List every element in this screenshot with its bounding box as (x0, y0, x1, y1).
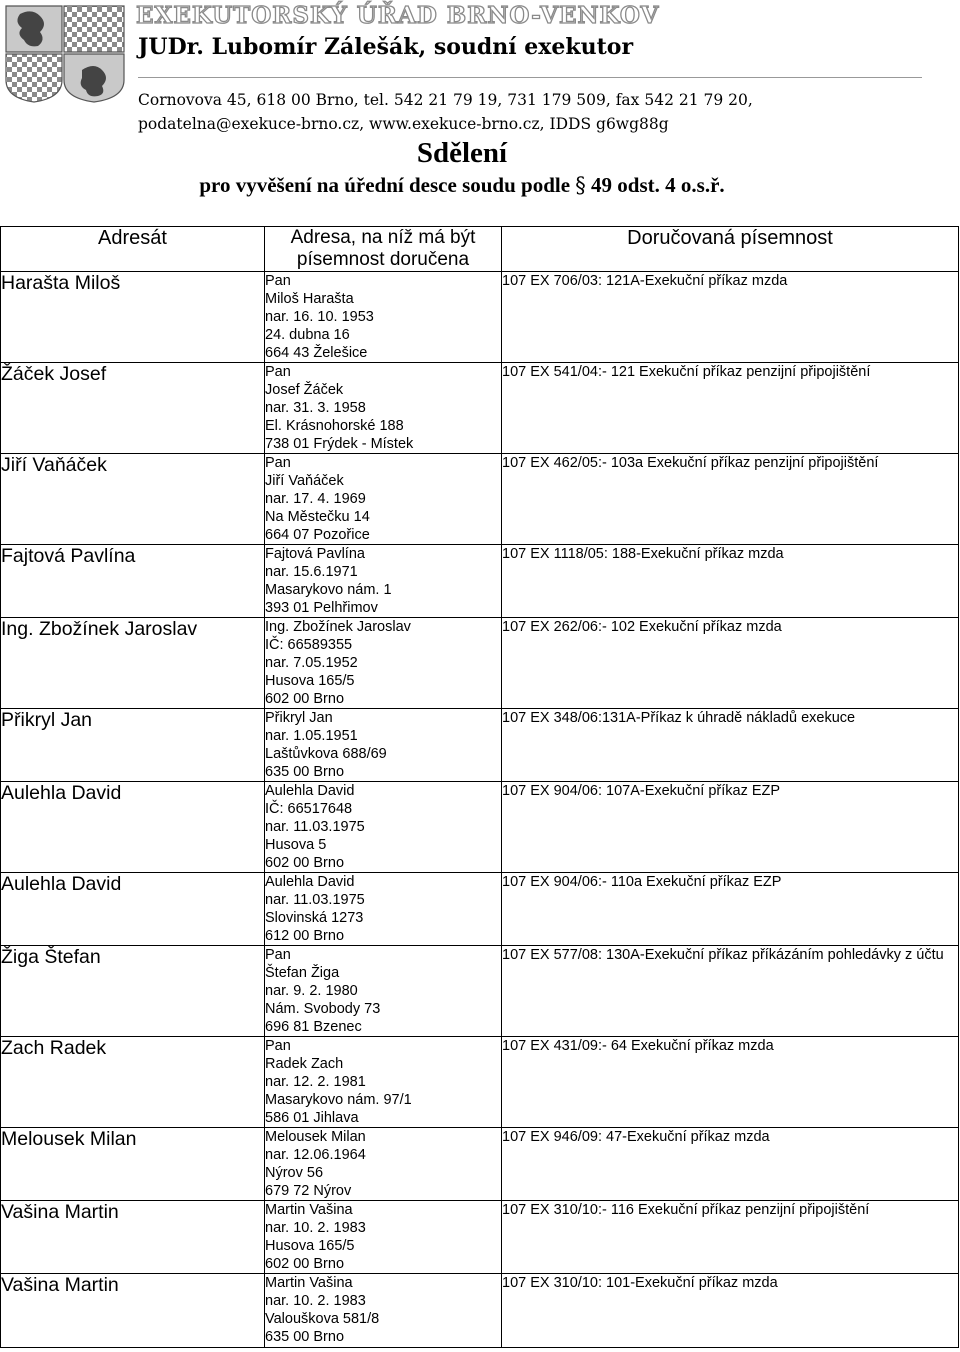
address-line: Pan (265, 1038, 291, 1054)
executor-name: JUDr. Lubomír Zálešák, soudní exekutor (138, 34, 634, 60)
address-line: Přikryl Jan (265, 710, 333, 726)
address-line: Aulehla David (265, 783, 355, 799)
address-line: 738 01 Frýdek - Místek (265, 436, 414, 452)
table-row (1, 1201, 959, 1274)
document-cell (502, 782, 959, 873)
address-cell (265, 1037, 502, 1128)
address-cell (265, 454, 502, 545)
addressee-cell: Aulehla David (1, 782, 265, 873)
table-row (1, 545, 959, 618)
document-reference: 107 EX 706/03: 121A-Exekuční příkaz mzda (502, 273, 788, 289)
document-title: Sdělení (416, 137, 508, 169)
address-line: Martin Vašina (265, 1202, 353, 1218)
document-cell (502, 272, 959, 363)
address-line: Martin Vašina (265, 1275, 353, 1291)
document-cell (502, 363, 959, 454)
document-reference: 107 EX 946/09: 47-Exekuční příkaz mzda (502, 1129, 770, 1145)
address-line: 664 43 Želešice (265, 345, 368, 361)
table-row (1, 873, 959, 946)
address-line: 664 07 Pozořice (265, 527, 370, 543)
addressee-cell: Ing. Zbožínek Jaroslav (1, 618, 265, 709)
address-line: nar. 31. 3. 1958 (265, 400, 366, 416)
address-line: 393 01 Pelhřimov (265, 600, 378, 616)
column-header-address: Adresa, na níž má být písemnost doručena (265, 227, 502, 272)
document-reference: 107 EX 462/05:- 103a Exekuční příkaz penzijní připojištění (502, 455, 879, 471)
address-line: nar. 12. 2. 1981 (265, 1074, 366, 1090)
address-line: 586 01 Jihlava (265, 1110, 359, 1126)
column-header-addressee: Adresát (1, 227, 265, 272)
contact-line: podatelna@exekuce-brno.cz, www.exekuce-brno.cz, IDDS g6wg88g (138, 115, 669, 133)
address-cell (265, 363, 502, 454)
address-line: 679 72 Nýrov (265, 1183, 352, 1199)
document-cell (502, 1037, 959, 1128)
address-line: nar. 11.03.1975 (265, 819, 365, 835)
address-line: nar. 12.06.1964 (265, 1147, 366, 1163)
table-row (1, 709, 959, 782)
addressee-cell: Harašta Miloš (1, 272, 265, 363)
address-line: nar. 7.05.1952 (265, 655, 358, 671)
document-cell (502, 545, 959, 618)
table-row (1, 946, 959, 1037)
document-reference: 107 EX 577/08: 130A-Exekuční příkaz příkázáním pohledávky z účtu (502, 947, 944, 963)
address-line: Jiří Vaňáček (265, 473, 344, 489)
header-divider (138, 77, 922, 78)
table-row (1, 272, 959, 363)
table-row (1, 454, 959, 545)
office-name: EXEKUTORSKÝ ÚŘAD BRNO-VENKOV (136, 2, 660, 29)
document-reference: 107 EX 348/06:131A-Příkaz k úhradě nákladů exekuce (502, 710, 856, 726)
document-cell (502, 873, 959, 946)
address-line: Masarykovo nám. 97/1 (265, 1092, 412, 1108)
address-line: nar. 9. 2. 1980 (265, 983, 358, 999)
document-cell (502, 1274, 959, 1348)
table-row (1, 363, 959, 454)
address-line: IČ: 66589355 (265, 637, 353, 653)
addressee-cell: Melousek Milan (1, 1128, 265, 1201)
address-cell (265, 709, 502, 782)
address-line: Melousek Milan (265, 1129, 366, 1145)
address-line: Nýrov 56 (265, 1165, 324, 1181)
addressee-cell: Přikryl Jan (1, 709, 265, 782)
document-reference: 107 EX 1118/05: 188-Exekuční příkaz mzda (502, 546, 784, 562)
address-line: Pan (265, 273, 291, 289)
address-line: Valouškova 581/8 (265, 1311, 380, 1327)
address-cell (265, 946, 502, 1037)
address-line: nar. 16. 10. 1953 (265, 309, 374, 325)
document-cell (502, 454, 959, 545)
table-row (1, 1274, 959, 1348)
coat-of-arms-icon (2, 2, 128, 104)
document-cell (502, 946, 959, 1037)
address-line: nar. 1.05.1951 (265, 728, 358, 744)
address-cell (265, 1201, 502, 1274)
address-line: Na Městečku 14 (265, 509, 370, 525)
addressee-cell: Vašina Martin (1, 1201, 265, 1274)
address-cell (265, 873, 502, 946)
address-line: El. Krásnohorské 188 (265, 418, 404, 434)
recipients-table (0, 226, 959, 1348)
table-row (1, 782, 959, 873)
addressee-cell: Žiga Štefan (1, 946, 265, 1037)
address-line: 635 00 Brno (265, 1329, 345, 1345)
addressee-cell: Žáček Josef (1, 363, 265, 454)
document-cell (502, 1128, 959, 1201)
address-cell (265, 618, 502, 709)
address-line: nar. 10. 2. 1983 (265, 1293, 366, 1309)
address-line: 612 00 Brno (265, 928, 345, 944)
addressee-cell: Fajtová Pavlína (1, 545, 265, 618)
document-reference: 107 EX 262/06:- 102 Exekuční příkaz mzda (502, 619, 782, 635)
document-reference: 107 EX 904/06:- 110a Exekuční příkaz EZP (502, 874, 782, 890)
addressee-cell: Zach Radek (1, 1037, 265, 1128)
document-cell (502, 618, 959, 709)
address-line: Husova 5 (265, 837, 327, 853)
address-line: Pan (265, 455, 291, 471)
address-line: nar. 15.6.1971 (265, 564, 358, 580)
office-contact (138, 88, 753, 136)
address-line: Miloš Harašta (265, 291, 354, 307)
address-line: Fajtová Pavlína (265, 546, 365, 562)
address-line: Husova 165/5 (265, 673, 355, 689)
section-sign: § (575, 173, 586, 197)
document-reference: 107 EX 310/10:- 116 Exekuční příkaz penzijní připojištění (502, 1202, 870, 1218)
address-line: nar. 10. 2. 1983 (265, 1220, 366, 1236)
address-line: Slovinská 1273 (265, 910, 364, 926)
address-line: 602 00 Brno (265, 691, 345, 707)
document-subtitle (0, 173, 924, 198)
address-line: Pan (265, 364, 291, 380)
table-row (1, 618, 959, 709)
address-line: Radek Zach (265, 1056, 344, 1072)
address-line: 24. dubna 16 (265, 327, 350, 343)
address-line: Laštůvkova 688/69 (265, 746, 387, 762)
address-line: 696 81 Bzenec (265, 1019, 362, 1035)
document-cell (502, 709, 959, 782)
document-reference: 107 EX 431/09:- 64 Exekuční příkaz mzda (502, 1038, 774, 1054)
address-line: Cornovova 45, 618 00 Brno, tel. 542 21 79 19, 731 179 509, fax 542 21 79 20, (138, 91, 753, 109)
addressee-cell: Jiří Vaňáček (1, 454, 265, 545)
address-line: nar. 11.03.1975 (265, 892, 365, 908)
address-line: Ing. Zbožínek Jaroslav (265, 619, 411, 635)
subtitle-text: pro vyvěšení na úřední desce soudu podle (199, 173, 571, 197)
address-line: Husova 165/5 (265, 1238, 355, 1254)
address-cell (265, 545, 502, 618)
address-line: 635 00 Brno (265, 764, 345, 780)
table-header-row (1, 227, 959, 272)
address-line: nar. 17. 4. 1969 (265, 491, 366, 507)
address-line: Masarykovo nám. 1 (265, 582, 392, 598)
address-line: IČ: 66517648 (265, 801, 353, 817)
addressee-cell: Vašina Martin (1, 1274, 265, 1348)
address-line: Nám. Svobody 73 (265, 1001, 381, 1017)
document-reference: 107 EX 904/06: 107A-Exekuční příkaz EZP (502, 783, 781, 799)
document-reference: 107 EX 310/10: 101-Exekuční příkaz mzda (502, 1275, 778, 1291)
table-row (1, 1128, 959, 1201)
address-line: 602 00 Brno (265, 1256, 345, 1272)
subtitle-reference: 49 odst. 4 o.s.ř. (591, 173, 725, 197)
address-cell (265, 1274, 502, 1348)
address-line: Aulehla David (265, 874, 355, 890)
table-row (1, 1037, 959, 1128)
address-cell (265, 782, 502, 873)
document-cell (502, 1201, 959, 1274)
address-line: Štefan Žiga (265, 965, 340, 981)
column-header-document: Doručovaná písemnost (502, 227, 959, 272)
address-line: Pan (265, 947, 291, 963)
addressee-cell: Aulehla David (1, 873, 265, 946)
address-line: 602 00 Brno (265, 855, 345, 871)
address-cell (265, 272, 502, 363)
document-reference: 107 EX 541/04:- 121 Exekuční příkaz penzijní připojištění (502, 364, 871, 380)
address-line: Josef Žáček (265, 382, 344, 398)
address-cell (265, 1128, 502, 1201)
